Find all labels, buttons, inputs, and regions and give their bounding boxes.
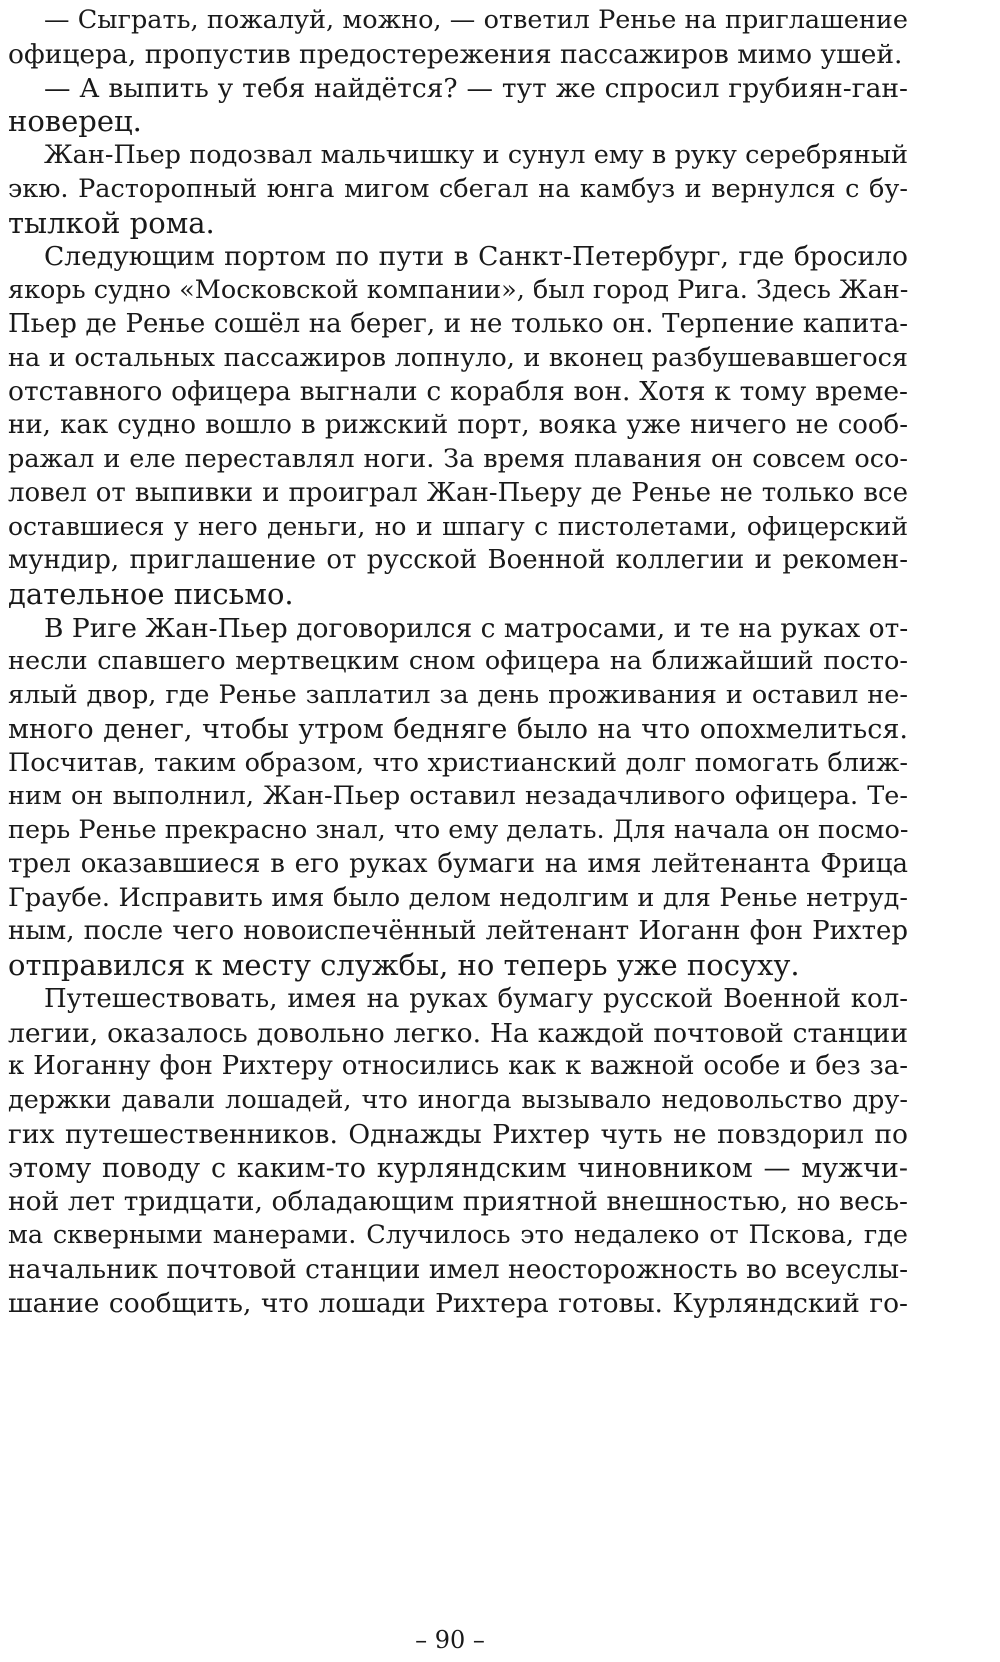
- text-line: перь Ренье прекрасно знал, что ему делать. Для начала он посмо-: [8, 815, 909, 845]
- text-line: ма скверными манерами. Случилось это недалеко от Пскова, где: [8, 1220, 908, 1250]
- text-line: офицера, пропустив предостережения пассажиров мимо ушей.: [8, 38, 903, 70]
- text-line: на и остальных пассажиров лопнуло, и вконец разбушевавшегося: [8, 342, 908, 373]
- text-line: новерец.: [8, 104, 142, 139]
- text-line: Следующим портом по пути в Санкт-Петербург, где бросило: [44, 241, 908, 273]
- text-line: мундир, приглашение от русской Военной коллегии и рекомен-: [8, 545, 908, 575]
- text-line: легии, оказалось довольно легко. На каждой почтовой станции: [8, 1017, 908, 1049]
- text-line: начальник почтовой станции имел неосторожность во всеуслы-: [8, 1253, 909, 1285]
- text-line: Жан-Пьер подозвал мальчишку и сунул ему в руку серебряный: [44, 140, 908, 170]
- paragraph: [8, 4, 908, 72]
- text-line: отставного офицера выгнали с корабля вон. Хотя к тому време-: [8, 376, 908, 408]
- paragraph: [8, 139, 908, 240]
- text-line: якорь судно «Московской компании», был город Рига. Здесь Жан-: [8, 275, 909, 305]
- page-number: – 90 –: [415, 1626, 485, 1654]
- paragraph: [8, 612, 908, 983]
- text-line: этому поводу с каким-то курляндским чиновником — мужчи-: [8, 1152, 908, 1184]
- text-line: — Сыграть, пожалуй, можно, — ответил Ренье на приглашение: [44, 5, 908, 35]
- text-line: оставшиеся у него деньги, но и шпагу с пистолетами, офицерский: [8, 512, 908, 542]
- text-line: Граубе. Исправить имя было делом недолгим и для Ренье нетруд-: [8, 882, 908, 913]
- text-line: шание сообщить, что лошади Рихтера готовы. Курляндский го-: [8, 1287, 908, 1319]
- text-line: Пьер де Ренье сошёл на берег, и не только он. Терпение капита-: [8, 308, 908, 339]
- text-line: к Иоганну фон Рихтеру относились как к важной особе и без за-: [8, 1051, 908, 1082]
- text-line: дательное письмо.: [8, 576, 294, 611]
- text-line: Посчитав, таким образом, что христианский долг помогать ближ-: [8, 747, 908, 778]
- text-line: ни, как судно вошло в рижский порт, вояка уже ничего не сооб-: [8, 410, 908, 440]
- text-line: ним он выполнил, Жан-Пьер оставил незадачливого офицера. Те-: [8, 781, 908, 812]
- text-line: держки давали лошадей, что иногда вызывало недовольство дру-: [8, 1085, 908, 1115]
- text-line: отправился к месту службы, но теперь уже посуху.: [8, 948, 800, 982]
- text-line: В Риге Жан-Пьер договорился с матросами, и те на руках от-: [44, 612, 909, 644]
- paragraph: [8, 72, 908, 140]
- text-line: ловел от выпивки и проиграл Жан-Пьеру де Ренье не только все: [8, 477, 908, 508]
- text-line: тылкой рома.: [8, 205, 215, 240]
- text-line: ражал и еле переставлял ноги. За время плавания он совсем осо-: [8, 443, 908, 474]
- paragraph: [8, 983, 908, 1321]
- book-page-text: [8, 4, 908, 1320]
- text-line: гих путешественников. Однажды Рихтер чуть не повздорил по: [8, 1118, 908, 1150]
- text-line: ной лет тридцати, обладающим приятной внешностью, но весь-: [8, 1186, 908, 1218]
- text-line: ным, после чего новоиспечённый лейтенант Иоганн фон Рихтер: [8, 916, 908, 947]
- text-line: трел оказавшиеся в его руках бумаги на имя лейтенанта Фрица: [8, 848, 908, 879]
- text-line: несли спавшего мертвецким сном офицера на ближайший посто-: [8, 646, 908, 677]
- text-line: Путешествовать, имея на руках бумагу русской Военной кол-: [44, 983, 908, 1014]
- paragraph: [8, 240, 908, 611]
- text-line: много денег, чтобы утром бедняге было на что опохмелиться.: [8, 713, 908, 745]
- text-line: ялый двор, где Ренье заплатил за день проживания и оставил не-: [8, 680, 908, 710]
- text-line: — А выпить у тебя найдётся? — тут же спросил грубиян-ган-: [44, 72, 908, 104]
- text-line: экю. Расторопный юнга мигом сбегал на камбуз и вернулся с бу-: [8, 173, 908, 204]
